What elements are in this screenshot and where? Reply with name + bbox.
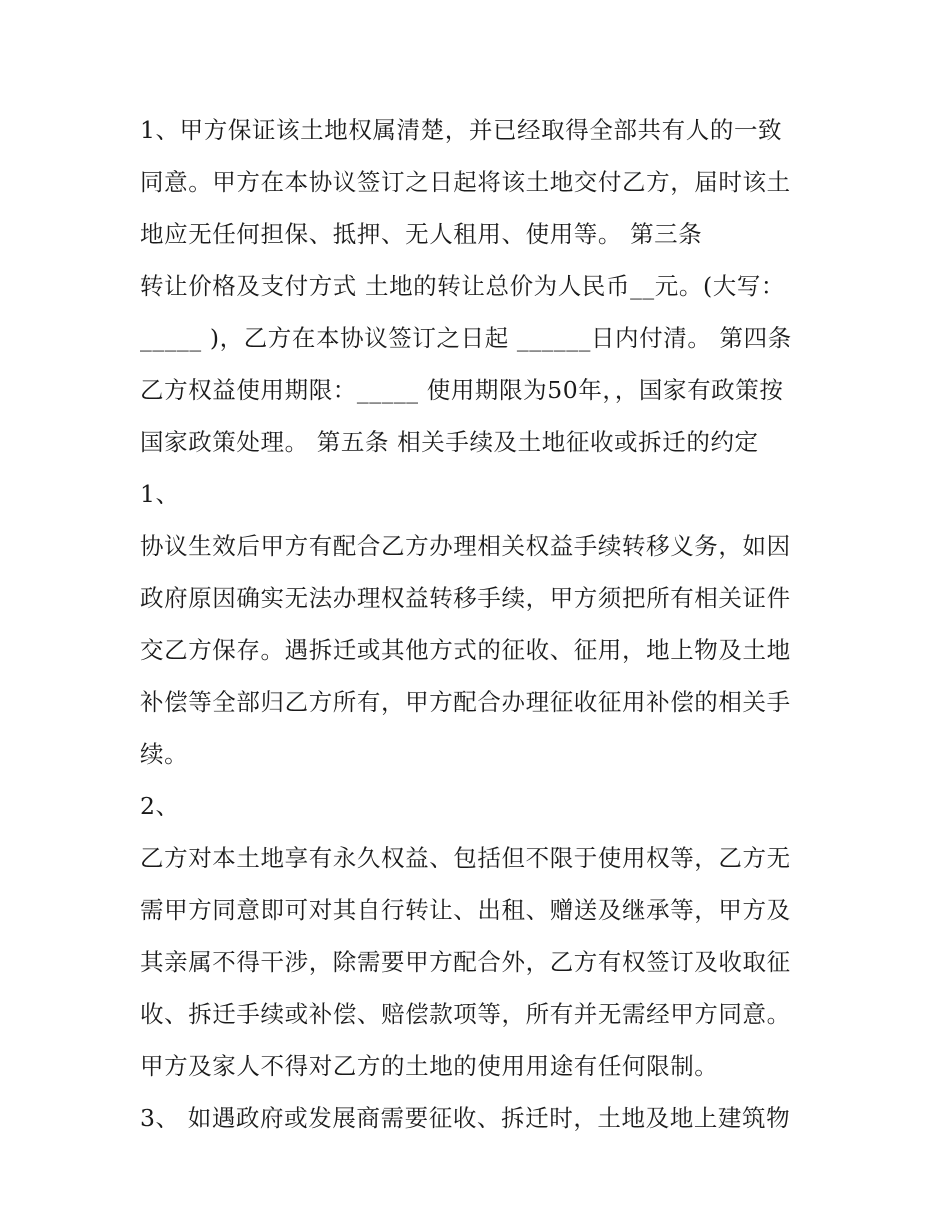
text-line: 其亲属不得干涉，除需要甲方配合外，乙方有权签订及收取征 <box>140 948 791 976</box>
text-line: 同意。甲方在本协议签订之日起将该土地交付乙方，届时该土 <box>140 168 791 196</box>
text-line: 乙方对本土地享有永久权益、包括但不限于使用权等，乙方无 <box>140 844 791 872</box>
text-line: 需甲方同意即可对其自行转让、出租、赠送及继承等，甲方及 <box>140 896 791 924</box>
text-line: 2、 <box>140 792 180 820</box>
text-line: _____ )，乙方在本协议签订之日起 ______日内付清。 第四条 <box>140 324 792 352</box>
text-line: 补偿等全部归乙方所有，甲方配合办理征收征用补偿的相关手 <box>140 688 791 716</box>
text-line: 转让价格及支付方式 土地的转让总价为人民币__元。(大写： <box>140 272 786 300</box>
text-line: 地应无任何担保、抵押、无人租用、使用等。 第三条 <box>140 220 703 248</box>
text-line: 政府原因确实无法办理权益转移手续，甲方须把所有相关证件 <box>140 584 791 612</box>
text-line: 协议生效后甲方有配合乙方办理相关权益手续转移义务，如因 <box>140 532 791 560</box>
text-line: 3、 如遇政府或发展商需要征收、拆迁时，土地及地上建筑物 <box>140 1104 791 1132</box>
text-line: 交乙方保存。遇拆迁或其他方式的征收、征用，地上物及土地 <box>140 636 791 664</box>
text-line: 甲方及家人不得对乙方的土地的使用用途有任何限制。 <box>140 1052 719 1080</box>
text-line: 收、拆迁手续或补偿、赔偿款项等，所有并无需经甲方同意。 <box>140 1000 791 1028</box>
text-line: 续。 <box>140 740 189 768</box>
text-line: 国家政策处理。 第五条 相关手续及土地征收或拆迁的约定 <box>140 428 759 456</box>
text-line: 乙方权益使用期限：_____ 使用期限为50年，，国家有政策按 <box>140 376 784 404</box>
text-line: 1、甲方保证该土地权属清楚，并已经取得全部共有人的一致 <box>140 116 783 144</box>
text-line: 1、 <box>140 480 180 508</box>
